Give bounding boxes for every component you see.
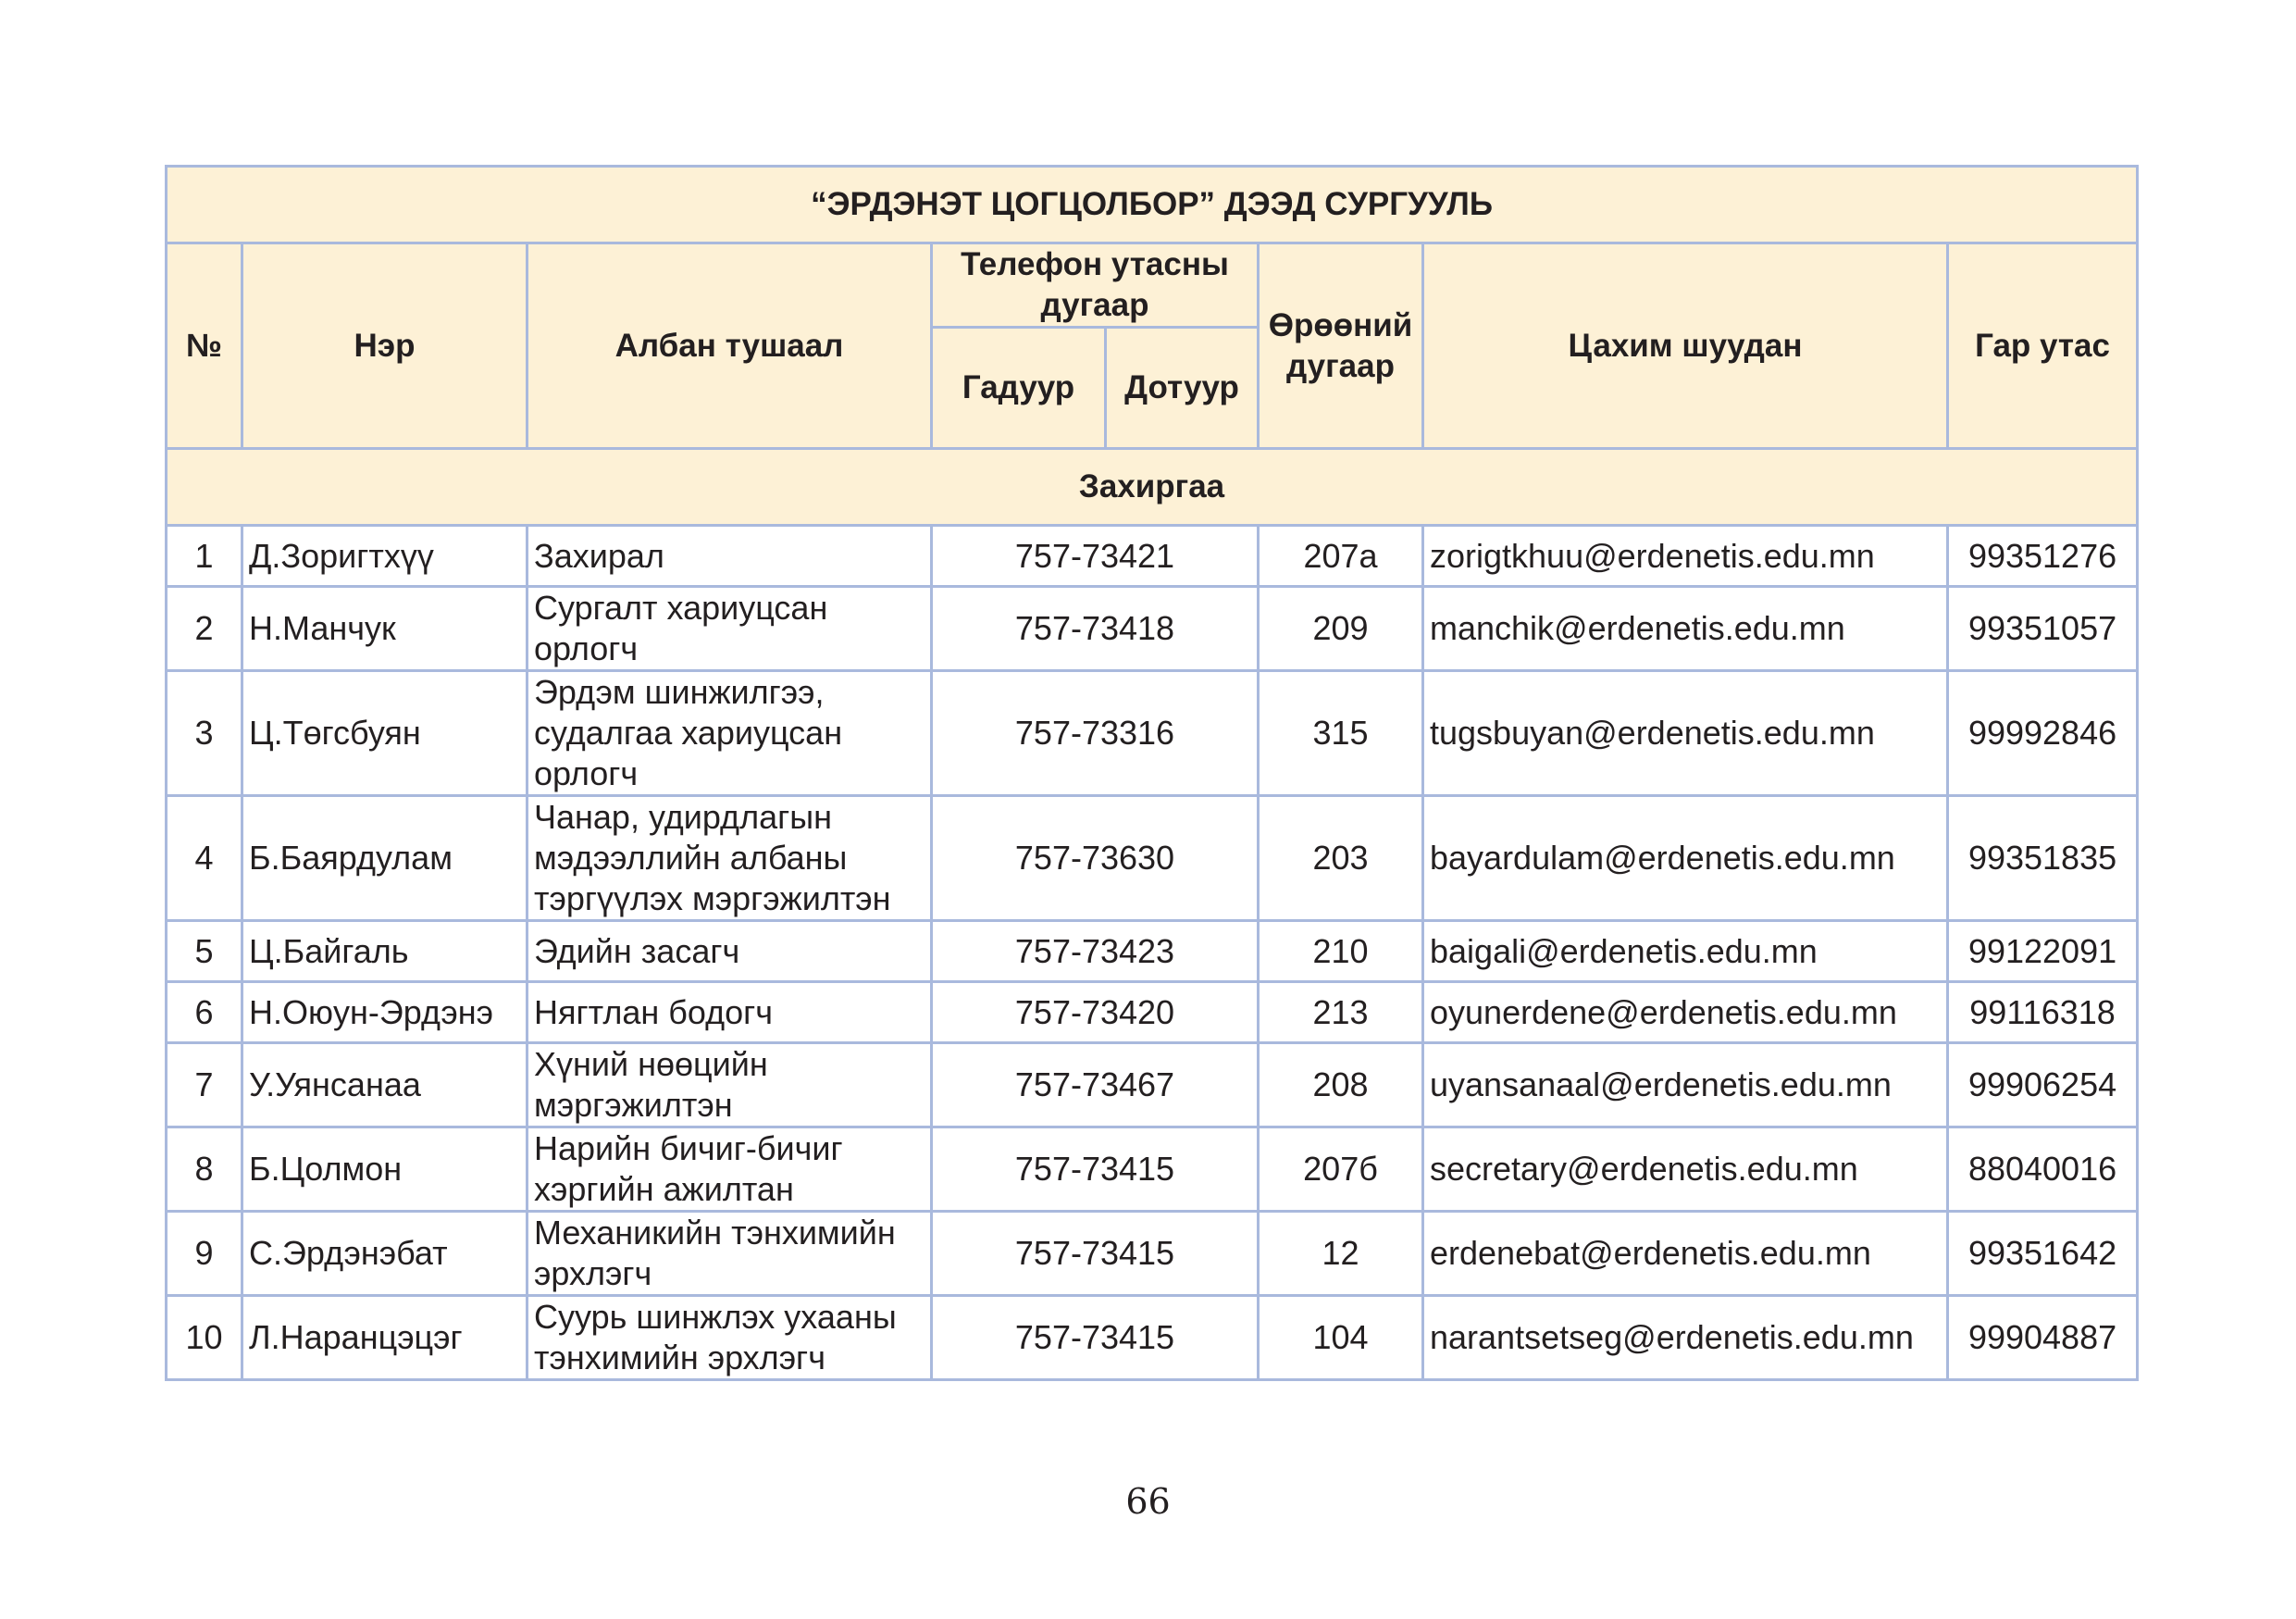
cell-room: 207б: [1259, 1127, 1423, 1212]
cell-no: 10: [167, 1296, 242, 1380]
cell-position: Эрдэм шинжилгээ, судалгаа хариуцсан орлогч: [527, 671, 932, 796]
table-row: [167, 1127, 2138, 1212]
cell-room: 208: [1259, 1043, 1423, 1127]
cell-email: baigali@erdenetis.edu.mn: [1423, 921, 1948, 982]
header-name: Нэр: [242, 243, 527, 449]
cell-phone: 757-73423: [932, 921, 1259, 982]
cell-position: Нарийн бичиг-бичиг хэргийн ажилтан: [527, 1127, 932, 1212]
cell-room: 104: [1259, 1296, 1423, 1380]
cell-mobile: 99906254: [1948, 1043, 2138, 1127]
cell-phone: 757-73415: [932, 1212, 1259, 1296]
cell-no: 6: [167, 982, 242, 1043]
cell-email: narantsetseg@erdenetis.edu.mn: [1423, 1296, 1948, 1380]
cell-position: Сургалт хариуцсан орлогч: [527, 587, 932, 671]
header-phone-group: Телефон утасны дугаар: [932, 243, 1259, 328]
cell-phone: 757-73415: [932, 1296, 1259, 1380]
cell-name: Н.Оюун-Эрдэнэ: [242, 982, 527, 1043]
cell-no: 9: [167, 1212, 242, 1296]
cell-room: 213: [1259, 982, 1423, 1043]
table-row: [167, 526, 2138, 587]
table-body: [167, 526, 2138, 1380]
section-title: Захиргаа: [167, 449, 2138, 526]
cell-position: Захирал: [527, 526, 932, 587]
cell-mobile: 99116318: [1948, 982, 2138, 1043]
cell-email: tugsbuyan@erdenetis.edu.mn: [1423, 671, 1948, 796]
table-title: “ЭРДЭНЭТ ЦОГЦОЛБОР” ДЭЭД СУРГУУЛЬ: [167, 167, 2138, 243]
cell-mobile: 99122091: [1948, 921, 2138, 982]
cell-mobile: 99904887: [1948, 1296, 2138, 1380]
cell-no: 7: [167, 1043, 242, 1127]
cell-room: 203: [1259, 796, 1423, 921]
contacts-table: [165, 165, 2139, 1381]
cell-mobile: 99351057: [1948, 587, 2138, 671]
cell-room: 207а: [1259, 526, 1423, 587]
header-no: №: [167, 243, 242, 449]
cell-no: 3: [167, 671, 242, 796]
cell-name: С.Эрдэнэбат: [242, 1212, 527, 1296]
cell-no: 2: [167, 587, 242, 671]
cell-email: oyunerdene@erdenetis.edu.mn: [1423, 982, 1948, 1043]
cell-phone: 757-73415: [932, 1127, 1259, 1212]
table-row: [167, 671, 2138, 796]
cell-email: manchik@erdenetis.edu.mn: [1423, 587, 1948, 671]
header-position: Албан тушаал: [527, 243, 932, 449]
header-mobile: Гар утас: [1948, 243, 2138, 449]
cell-no: 4: [167, 796, 242, 921]
header-email: Цахим шуудан: [1423, 243, 1948, 449]
cell-position: Хүний нөөцийн мэргэжилтэн: [527, 1043, 932, 1127]
cell-mobile: 88040016: [1948, 1127, 2138, 1212]
cell-email: zorigtkhuu@erdenetis.edu.mn: [1423, 526, 1948, 587]
cell-name: Б.Цолмон: [242, 1127, 527, 1212]
cell-mobile: 99351642: [1948, 1212, 2138, 1296]
cell-name: Д.Зоригтхүү: [242, 526, 527, 587]
cell-name: Л.Наранцэцэг: [242, 1296, 527, 1380]
cell-phone: 757-73421: [932, 526, 1259, 587]
cell-room: 315: [1259, 671, 1423, 796]
cell-room: 12: [1259, 1212, 1423, 1296]
cell-mobile: 99351276: [1948, 526, 2138, 587]
cell-room: 210: [1259, 921, 1423, 982]
cell-position: Механикийн тэнхимийн эрхлэгч: [527, 1212, 932, 1296]
cell-name: Н.Манчук: [242, 587, 527, 671]
header-internal: Дотуур: [1106, 328, 1259, 449]
cell-phone: 757-73418: [932, 587, 1259, 671]
cell-position: Эдийн засагч: [527, 921, 932, 982]
cell-room: 209: [1259, 587, 1423, 671]
cell-name: У.Уянсанаа: [242, 1043, 527, 1127]
cell-phone: 757-73630: [932, 796, 1259, 921]
table-row: [167, 796, 2138, 921]
cell-no: 1: [167, 526, 242, 587]
cell-no: 5: [167, 921, 242, 982]
cell-phone: 757-73467: [932, 1043, 1259, 1127]
cell-mobile: 99351835: [1948, 796, 2138, 921]
cell-name: Ц.Төгсбуян: [242, 671, 527, 796]
cell-name: Ц.Байгаль: [242, 921, 527, 982]
header-room: Өрөөний дугаар: [1259, 243, 1423, 449]
table-row: [167, 921, 2138, 982]
table-row: [167, 1296, 2138, 1380]
cell-email: secretary@erdenetis.edu.mn: [1423, 1127, 1948, 1212]
cell-name: Б.Баярдулам: [242, 796, 527, 921]
cell-mobile: 99992846: [1948, 671, 2138, 796]
cell-position: Чанар, удирдлагын мэдээллийн албаны тэргүүлэх мэргэжилтэн: [527, 796, 932, 921]
table-row: [167, 982, 2138, 1043]
page-number: 66: [1125, 1481, 1171, 1522]
table-row: [167, 1212, 2138, 1296]
cell-phone: 757-73316: [932, 671, 1259, 796]
header-external: Гадуур: [932, 328, 1106, 449]
cell-no: 8: [167, 1127, 242, 1212]
cell-position: Суурь шинжлэх ухааны тэнхимийн эрхлэгч: [527, 1296, 932, 1380]
cell-position: Нягтлан бодогч: [527, 982, 932, 1043]
cell-phone: 757-73420: [932, 982, 1259, 1043]
cell-email: uyansanaal@erdenetis.edu.mn: [1423, 1043, 1948, 1127]
table-row: [167, 1043, 2138, 1127]
cell-email: bayardulam@erdenetis.edu.mn: [1423, 796, 1948, 921]
cell-email: erdenebat@erdenetis.edu.mn: [1423, 1212, 1948, 1296]
table-row: [167, 587, 2138, 671]
